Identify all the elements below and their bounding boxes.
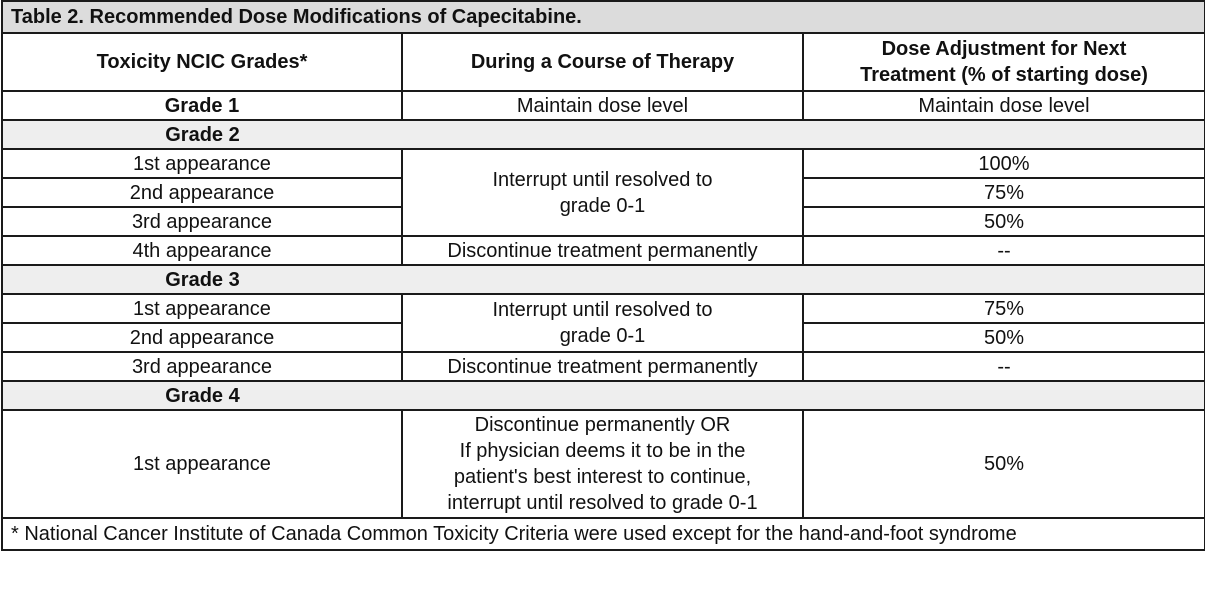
header-during-therapy: During a Course of Therapy — [402, 33, 803, 91]
grade-3-interrupt-line2: grade 0-1 — [559, 325, 646, 347]
grade-3-appearance: 2nd appearance — [2, 323, 402, 352]
grade-2-adjust: -- — [803, 236, 1205, 265]
grade-3-appearance: 1st appearance — [2, 294, 402, 323]
header-dose-adjustment-line2: Treatment (% of starting dose) — [860, 64, 1148, 86]
grade-3-adjust: 50% — [803, 323, 1205, 352]
table-row — [2, 294, 1205, 323]
table-title-row — [2, 1, 1205, 33]
grade-4-during — [402, 410, 803, 518]
grade-3-interrupt-line1: Interrupt until resolved to — [492, 299, 713, 321]
grade-3-interrupt-cell — [402, 294, 803, 352]
grade-2-appearance: 3rd appearance — [2, 207, 402, 236]
grade-2-interrupt-cell — [402, 149, 803, 236]
grade-2-discontinue: Discontinue treatment permanently — [402, 236, 803, 265]
grade-2-fill — [402, 120, 1205, 149]
table-title: Table 2. Recommended Dose Modifications of Capecitabine. — [2, 1, 1205, 33]
dose-modification-table — [1, 0, 1205, 551]
grade-3-section-row — [2, 265, 1205, 294]
grade-2-adjust: 75% — [803, 178, 1205, 207]
grade-2-adjust: 100% — [803, 149, 1205, 178]
footnote-row — [2, 518, 1205, 550]
grade-2-appearance: 1st appearance — [2, 149, 402, 178]
grade-4-during-line: Discontinue permanently OR — [474, 414, 731, 436]
table-row — [2, 149, 1205, 178]
grade-3-adjust: -- — [803, 352, 1205, 381]
header-row — [2, 33, 1205, 91]
grade-2-appearance: 4th appearance — [2, 236, 402, 265]
grade-2-interrupt-line2: grade 0-1 — [559, 194, 646, 217]
grade-2-adjust: 50% — [803, 207, 1205, 236]
grade-4-appearance: 1st appearance — [2, 410, 402, 518]
footnote: * National Cancer Institute of Canada Common Toxicity Criteria were used except for the hand-and-foot syndrome — [2, 518, 1205, 550]
grade-3-label: Grade 3 — [2, 265, 402, 294]
table-row — [2, 91, 1205, 120]
header-dose-adjustment — [803, 33, 1205, 91]
grade-4-section-row — [2, 381, 1205, 410]
grade-2-interrupt-line1: Interrupt until resolved to — [492, 168, 713, 191]
grade-1-adjust: Maintain dose level — [803, 91, 1205, 120]
grade-4-during-line: patient's best interest to continue, — [453, 466, 752, 488]
grade-4-during-line: interrupt until resolved to grade 0-1 — [447, 492, 758, 514]
table-row — [2, 410, 1205, 518]
grade-3-adjust: 75% — [803, 294, 1205, 323]
grade-2-appearance: 2nd appearance — [2, 178, 402, 207]
header-dose-adjustment-line1: Dose Adjustment for Next — [881, 38, 1127, 60]
grade-2-label: Grade 2 — [2, 120, 402, 149]
grade-3-appearance: 3rd appearance — [2, 352, 402, 381]
grade-4-label: Grade 4 — [2, 381, 402, 410]
grade-4-adjust: 50% — [803, 410, 1205, 518]
grade-4-during-line: If physician deems it to be in the — [459, 440, 746, 462]
grade-3-fill — [402, 265, 1205, 294]
grade-3-discontinue: Discontinue treatment permanently — [402, 352, 803, 381]
table-row — [2, 236, 1205, 265]
grade-1-label: Grade 1 — [2, 91, 402, 120]
grade-1-during: Maintain dose level — [402, 91, 803, 120]
table-row — [2, 352, 1205, 381]
header-toxicity-grades: Toxicity NCIC Grades* — [2, 33, 402, 91]
grade-4-fill — [402, 381, 1205, 410]
grade-2-section-row — [2, 120, 1205, 149]
